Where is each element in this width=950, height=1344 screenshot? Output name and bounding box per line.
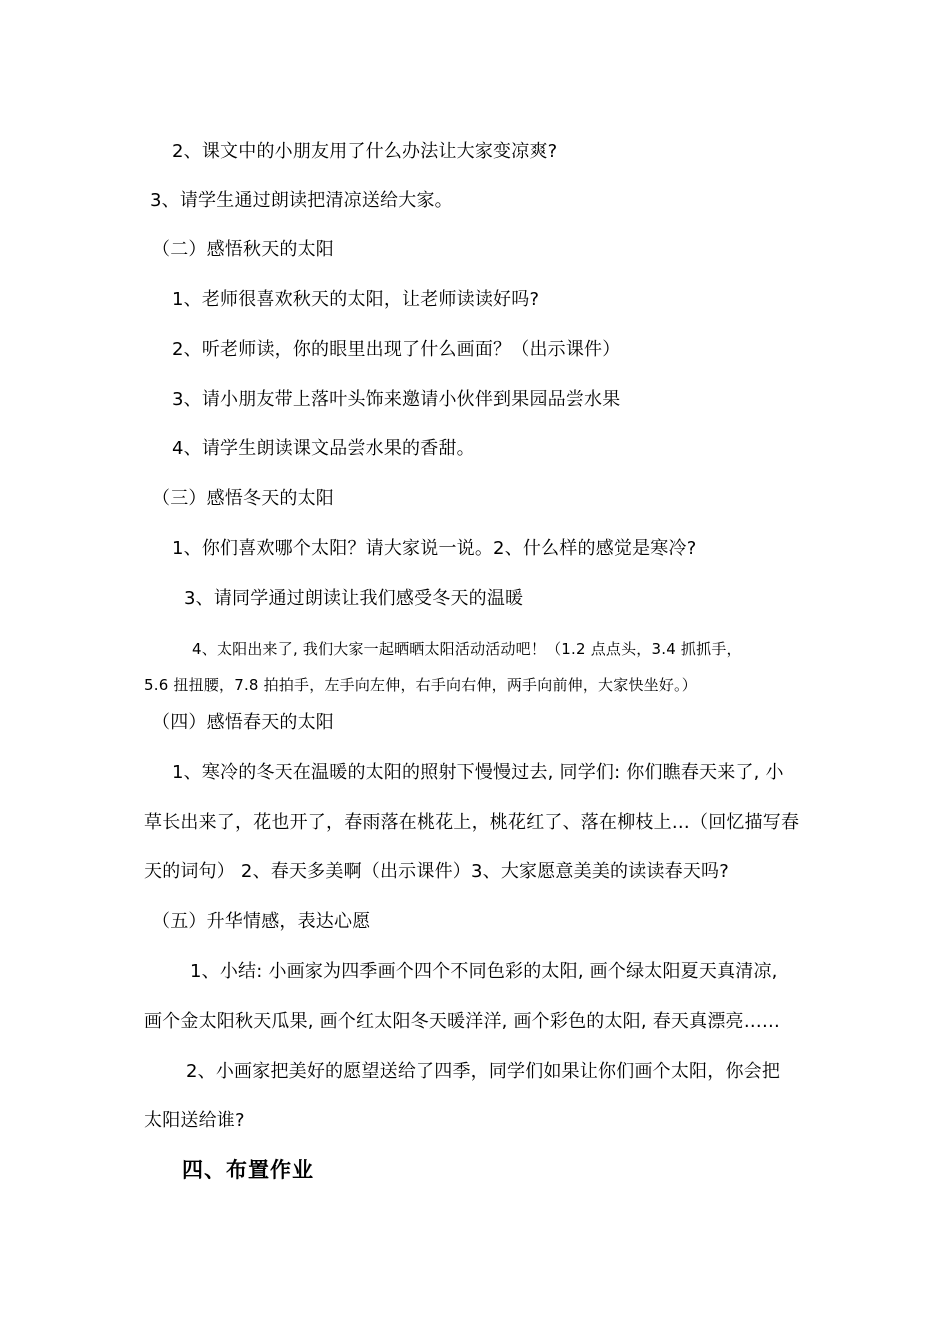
paragraph-line: 2、小画家把美好的愿望送给了四季，同学们如果让你们画个太阳，你会把	[186, 1061, 781, 1082]
subsection-heading: （四）感悟春天的太阳	[152, 712, 334, 733]
question-line: 2、课文中的小朋友用了什么办法让大家变凉爽?	[172, 141, 558, 162]
question-line: 1、老师很喜欢秋天的太阳，让老师读读好吗?	[172, 289, 540, 310]
paragraph-line: 太阳送给谁?	[144, 1110, 245, 1131]
paragraph-line: 1、寒冷的冬天在温暖的太阳的照射下慢慢过去, 同学们: 你们瞧春天来了, 小	[172, 762, 784, 783]
section-heading: 四、布置作业	[182, 1158, 314, 1182]
question-line: 3、请小朋友带上落叶头饰来邀请小伙伴到果园品尝水果	[172, 389, 621, 410]
activity-line: 5.6 扭扭腰，7.8 拍拍手，左手向左伸，右手向右伸，两手向前伸，大家快坐好。）	[144, 676, 697, 694]
question-line: 3、请学生通过朗读把清凉送给大家。	[150, 190, 453, 211]
subsection-heading: （三）感悟冬天的太阳	[152, 488, 334, 509]
activity-line: 4、太阳出来了, 我们大家一起晒晒太阳活动活动吧！（1.2 点点头，3.4 抓抓手，	[192, 640, 742, 658]
question-line: 2、听老师读，你的眼里出现了什么画面？（出示课件）	[172, 339, 621, 360]
question-line: 1、你们喜欢哪个太阳？请大家说一说。2、什么样的感觉是寒冷?	[172, 538, 697, 559]
paragraph-line: 1、小结: 小画家为四季画个四个不同色彩的太阳, 画个绿太阳夏天真清凉,	[190, 961, 778, 982]
paragraph-line: 画个金太阳秋天瓜果, 画个红太阳冬天暖洋洋, 画个彩色的太阳, 春天真漂亮……	[144, 1011, 781, 1032]
question-line: 3、请同学通过朗读让我们感受冬天的温暖	[184, 588, 524, 609]
paragraph-line: 天的词句） 2、春天多美啊（出示课件）3、大家愿意美美的读读春天吗?	[144, 861, 729, 882]
subsection-heading: （二）感悟秋天的太阳	[152, 239, 334, 260]
subsection-heading: （五）升华情感，表达心愿	[152, 911, 371, 932]
paragraph-line: 草长出来了，花也开了，春雨落在桃花上，桃花红了、落在柳枝上…（回忆描写春	[144, 812, 800, 833]
question-line: 4、请学生朗读课文品尝水果的香甜。	[172, 438, 475, 459]
